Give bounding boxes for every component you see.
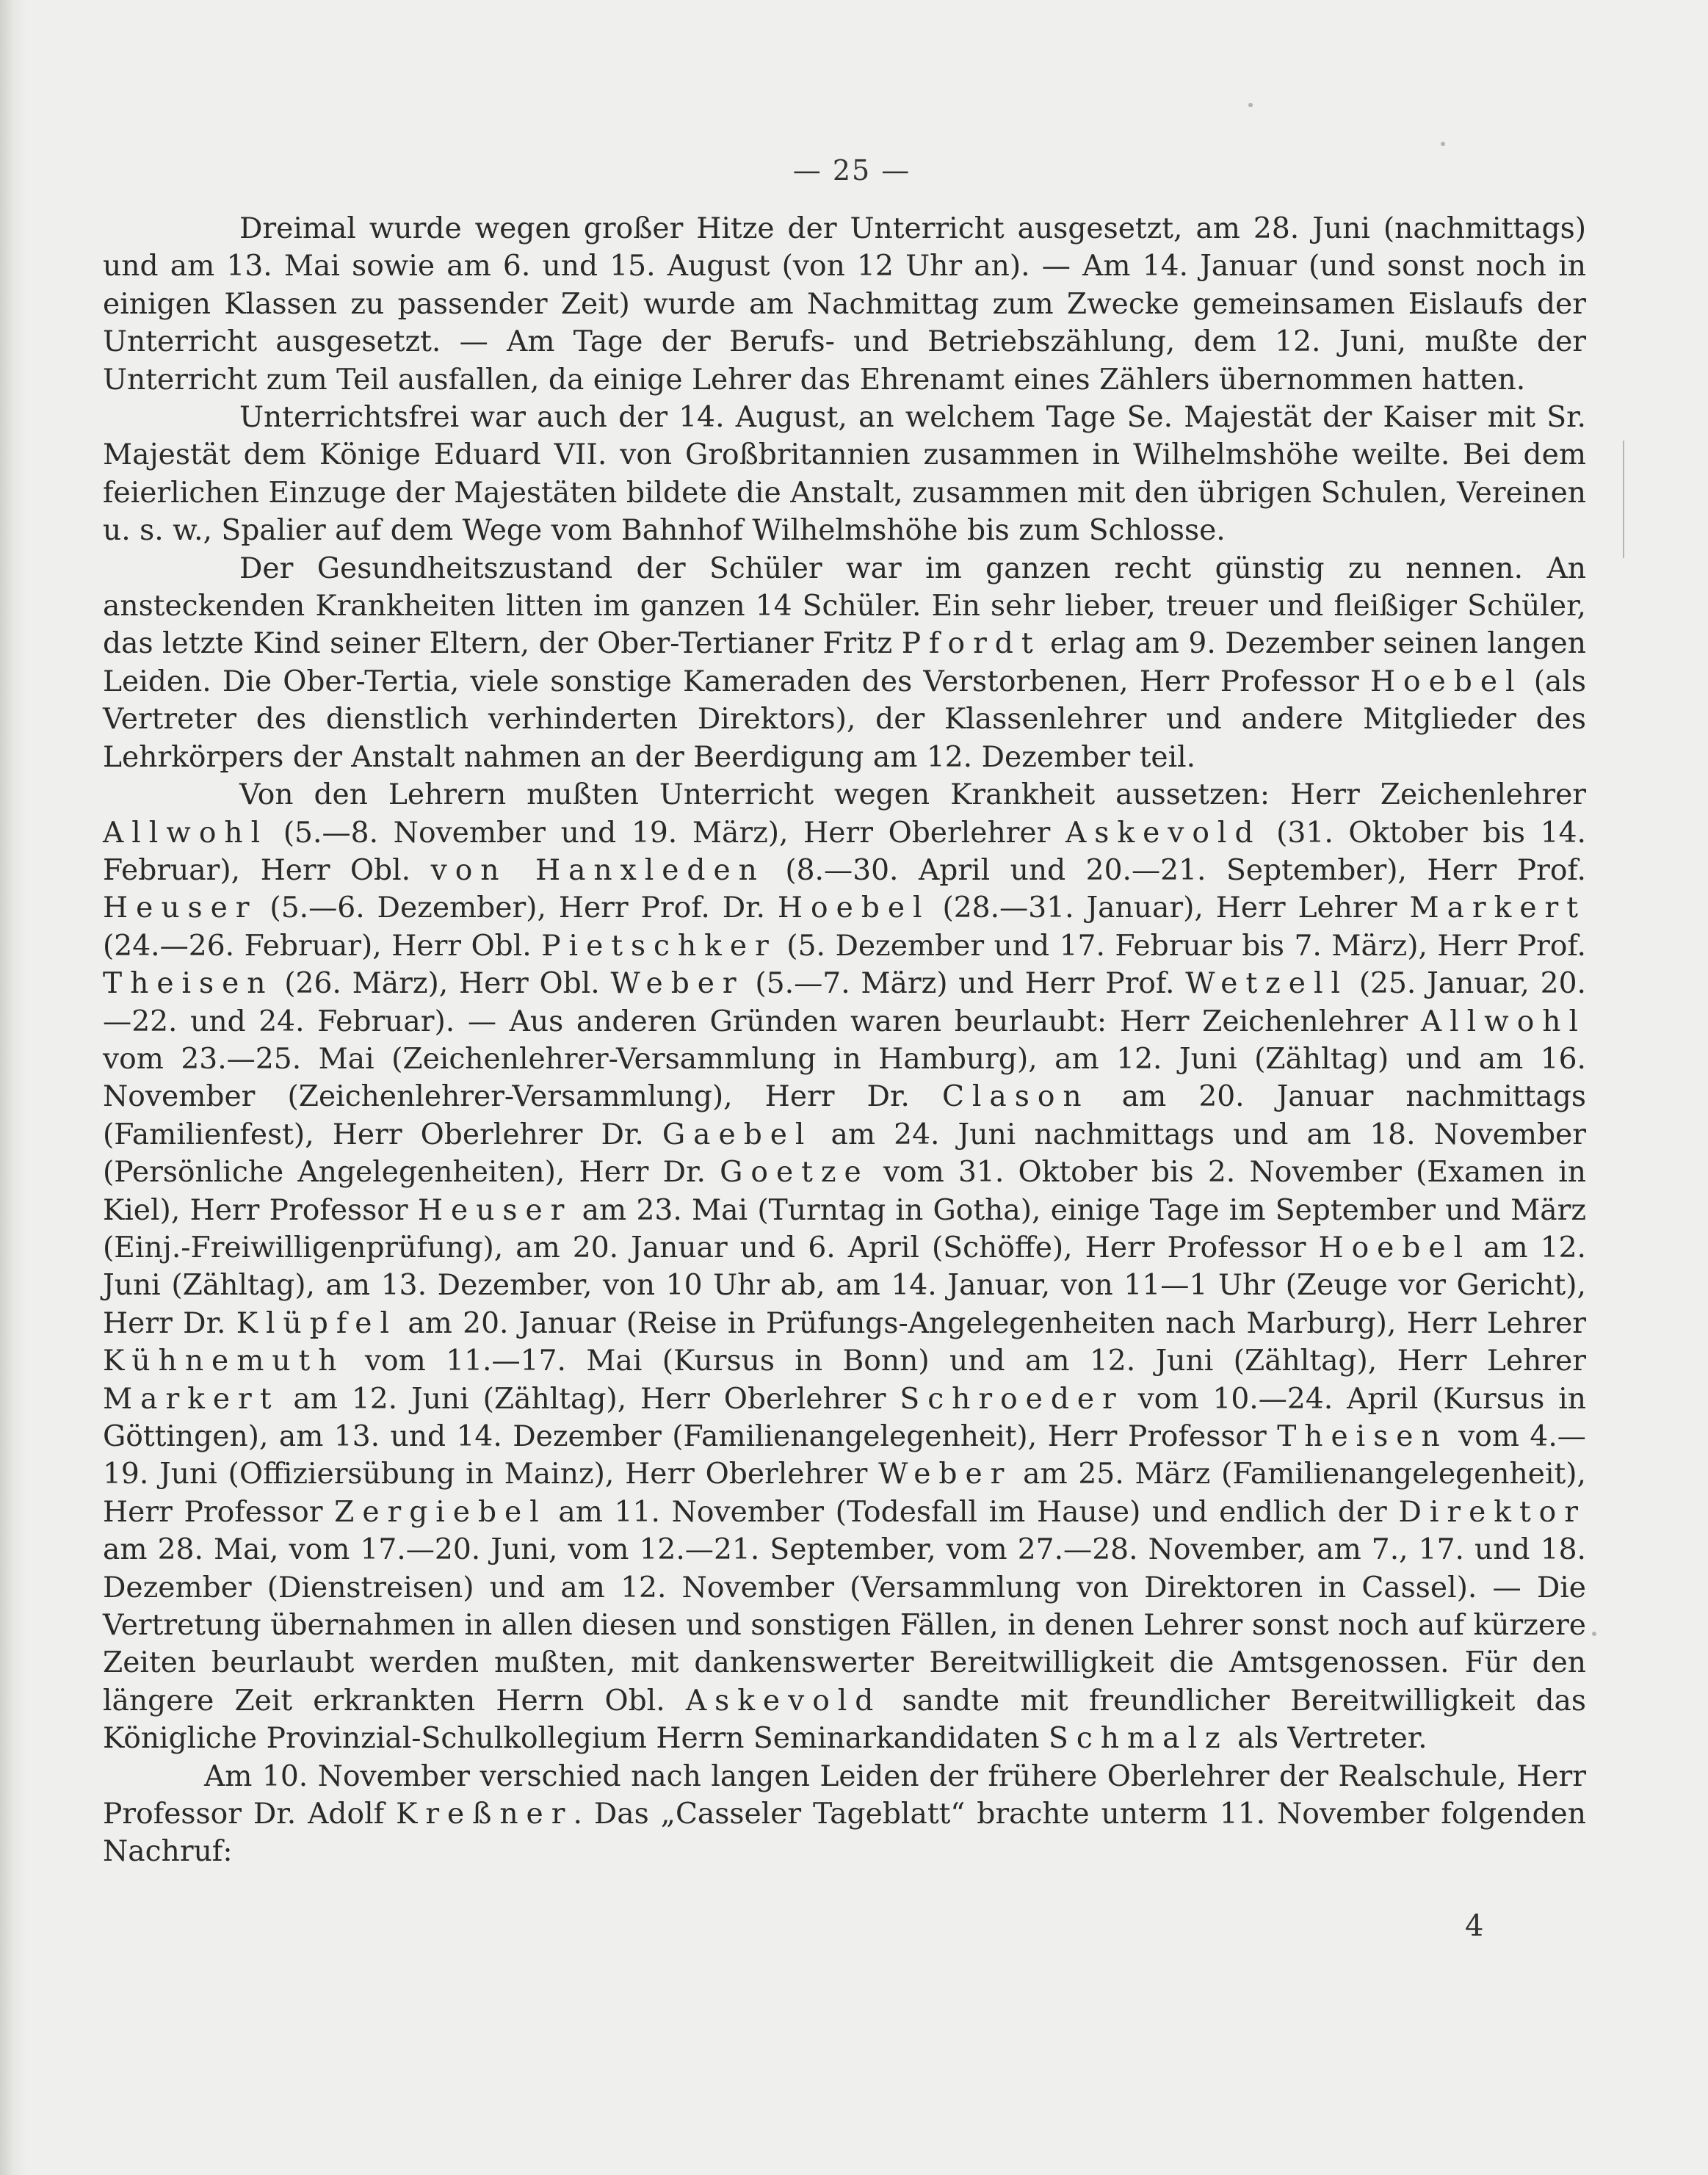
absence-text: vom 31. Oktober bis 2. November (Examen in Kiel), Herr Professor	[103, 1156, 1586, 1227]
health-text-b: erlag am 9. Dezember seinen langen Leiden. Die Ober-Tertia, viele sonstige Kameraden des Verstorbenen, Herr Professor	[103, 627, 1586, 698]
absence-text: am 12. Juni (Zähltag), Herr Oberlehrer	[293, 1382, 886, 1416]
absence-text: am 25. März (Familienangelegenheit), Herr Professor	[103, 1458, 1586, 1529]
teacher-name: Heuser	[417, 1193, 573, 1227]
teacher-name: Gaebel	[662, 1118, 813, 1151]
teacher-name: Allwohl	[1420, 1005, 1586, 1038]
absence-text: (28.—31. Januar), Herr Lehrer	[942, 891, 1397, 925]
absence-text: (8.—30. April und 20.—21. September), Herr Prof.	[785, 853, 1586, 887]
teacher-name: Askevold	[685, 1684, 882, 1718]
teacher-name: Wetzell	[1185, 967, 1348, 1001]
student-name: Pfordt	[901, 627, 1041, 661]
health-text-a: Der Gesundheitszustand der Schüler war im ganzen recht günstig zu nennen. An ansteckenden Krankheiten litten im ganzen 14 Schüler. Ein sehr lieber, treuer und fleißiger Schüler, das letzte Kind seiner Eltern, der Ober-Tertianer Fritz	[103, 551, 1586, 661]
teacher-name: Kühnemuth	[103, 1345, 345, 1378]
teacher-name: Heuser	[103, 891, 258, 925]
absence-text: (24.—26. Februar), Herr Obl.	[103, 929, 532, 963]
teacher-name: Weber	[878, 1458, 1013, 1491]
absence-text: am 11. November (Todesfall im Hause) und endlich der	[558, 1495, 1387, 1529]
paragraph-health	[103, 550, 1586, 776]
paper-speck	[1248, 103, 1253, 107]
absence-text: am 20. Januar nachmittags (Familienfest), Herr Oberlehrer Dr.	[103, 1080, 1586, 1151]
absence-text: vom 11.—17. Mai (Kursus in Bonn) und am 12. Juni (Zähltag), Herr Lehrer	[364, 1345, 1586, 1378]
absence-text: sandte mit freundlicher Bereitwilligkeit das Königliche Provinzial-Schulkollegium Herrn Seminarkandidaten	[103, 1684, 1586, 1756]
teacher-name: Hoebel	[777, 891, 930, 925]
paragraph-teacher-absences	[103, 776, 1586, 1758]
absence-text: vom 23.—25. Mai (Zeichenlehrer-Versammlung in Hamburg), am 12. Juni (Zähltag) und am 16. November (Zeichenlehrer-Versammlung), Herr Dr.	[103, 1042, 1586, 1114]
teacher-name: Hoebel	[1318, 1231, 1472, 1264]
teacher-name: Klüpfel	[236, 1306, 397, 1340]
paper-speck	[1592, 1632, 1596, 1636]
paragraph-heat-closures: Dreimal wurde wegen großer Hitze der Unterricht ausgesetzt, am 28. Juni (nachmittags) und am 13. Mai sowie am 6. und 15. August (von 12 Uhr an). — Am 14. Januar (und sonst noch in einigen Klassen zu passender Zeit) wurde am Nachmittag zum Zwecke gemeinsamen Eislaufs der Unterricht ausgesetzt. — Am Tage der Berufs- und Betriebszählung, dem 12. Juni, mußte der Unterricht zum Teil ausfallen, da einige Lehrer das Ehrenamt eines Zählers übernommen hatten.	[103, 212, 1586, 397]
absence-text: (5. Dezember und 17. Februar bis 7. März), Herr Prof.	[786, 929, 1586, 963]
absence-text: vom 10.—24. April (Kursus in Göttingen), am 13. und 14. Dezember (Familienangelegenheit), Herr Professor	[103, 1382, 1586, 1453]
absence-text: (26. März), Herr Obl.	[284, 967, 600, 1001]
teacher-name: Theisen	[103, 967, 274, 1001]
absence-text: (5.—8. November und 19. März), Herr Oberlehrer	[283, 816, 1051, 850]
teacher-name: Goetze	[720, 1156, 869, 1190]
teacher-name: Weber	[610, 967, 745, 1001]
teacher-name: Markert	[103, 1382, 280, 1416]
absence-text: (5.—6. Dezember), Herr Prof. Dr.	[269, 891, 765, 925]
teacher-name: Allwohl	[103, 816, 269, 850]
teacher-name: Schmalz	[1049, 1722, 1228, 1756]
deceased-name: Kreßner	[396, 1798, 573, 1831]
teacher-name: Zergiebel	[334, 1495, 547, 1529]
absence-text: am 20. Januar (Reise in Prüfungs-Angelegenheiten nach Marburg), Herr Lehrer	[408, 1306, 1586, 1340]
teacher-name: Hoebel	[1369, 665, 1523, 698]
health-text-c: (als Vertreter des dienstlich verhinderten Direktors), der Klassenlehrer und andere Mitglieder des Lehrkörpers der Anstalt nahmen an der Beerdigung am 12. Dezember teil.	[103, 665, 1586, 774]
absence-text: vom 4.—19. Juni (Offiziersübung in Mainz), Herr Oberlehrer	[103, 1420, 1586, 1491]
teacher-name: Clason	[941, 1080, 1090, 1114]
teacher-name: Askevold	[1065, 816, 1262, 850]
absence-text: am 24. Juni nachmittags und am 18. November (Persönliche Angelegenheiten), Herr Dr.	[103, 1118, 1586, 1190]
signature-mark: 4	[1465, 1909, 1484, 1943]
page-number: — 25 —	[792, 154, 911, 187]
paper-edge-mark	[1623, 441, 1624, 558]
absence-text: am 28. Mai, vom 17.—20. Juni, vom 12.—21. September, vom 27.—28. November, am 7., 17. und 18. Dezember (Dienstreisen) und am 12. November (Versammlung von Direktoren in Cassel). — Die Vertretung übernahmen in allen diesen und sonstigen Fällen, in denen Lehrer sonst noch auf kürzere Zeiten beurlaubt werden mußten, mit dankenswerter Bereitwilligkeit die Amtsgenossen. Für den längere Zeit erkrankten Herrn Obl.	[103, 1533, 1586, 1718]
absence-text: Von den Lehrern mußten Unterricht wegen Krankheit aussetzen: Herr Zeichenlehrer	[239, 778, 1586, 812]
paper-speck	[1441, 142, 1445, 146]
obituary-text-b: . Das „Casseler Tageblatt“ brachte unterm 11. November folgenden Nachruf:	[103, 1798, 1586, 1869]
body-text	[103, 210, 1586, 1871]
teacher-name: Schroeder	[900, 1382, 1124, 1416]
absence-text: am 12. Juni (Zähltag), am 13. Dezember, von 10 Uhr ab, am 14. Januar, von 11—1 Uhr (Zeuge vor Gericht), Herr Dr.	[103, 1231, 1586, 1340]
paragraph-royal-visit: Unterrichtsfrei war auch der 14. August, an welchem Tage Se. Majestät der Kaiser mit Sr. Majestät dem Könige Eduard VII. von Großbritannien zusammen in Wilhelmshöhe weilte. Bei dem feierlichen Einzuge der Majestäten bildete die Anstalt, zusammen mit den übrigen Schulen, Vereinen u. s. w., Spalier auf dem Wege vom Bahnhof Wilhelmshöhe bis zum Schlosse.	[103, 401, 1586, 548]
paragraph-obituary-intro	[103, 1758, 1586, 1871]
absence-text: (25. Januar, 20.—22. und 24. Februar). — Aus anderen Gründen waren beurlaubt: Herr Zeichenlehrer	[103, 967, 1586, 1038]
absence-text: (31. Oktober bis 14. Februar), Herr Obl.	[103, 816, 1586, 887]
absence-text: als Vertreter.	[1237, 1722, 1427, 1756]
absence-text: am 23. Mai (Turntag in Gotha), einige Tage im September und März (Einj.-Freiwilligenprüfung), am 20. Januar und 6. April (Schöffe), Herr Professor	[103, 1193, 1586, 1264]
teacher-name: Pietschker	[541, 929, 777, 963]
teacher-name: Theisen	[1277, 1420, 1448, 1453]
director-title: Direktor	[1398, 1495, 1586, 1529]
teacher-name: Markert	[1409, 891, 1586, 925]
obituary-text-a: Am 10. November verschied nach langen Leiden der frühere Oberlehrer der Realschule, Herr Professor Dr. Adolf	[103, 1759, 1586, 1831]
teacher-name: von Hanxleden	[430, 853, 765, 887]
absence-text: (5.—7. März) und Herr Prof.	[755, 967, 1175, 1001]
